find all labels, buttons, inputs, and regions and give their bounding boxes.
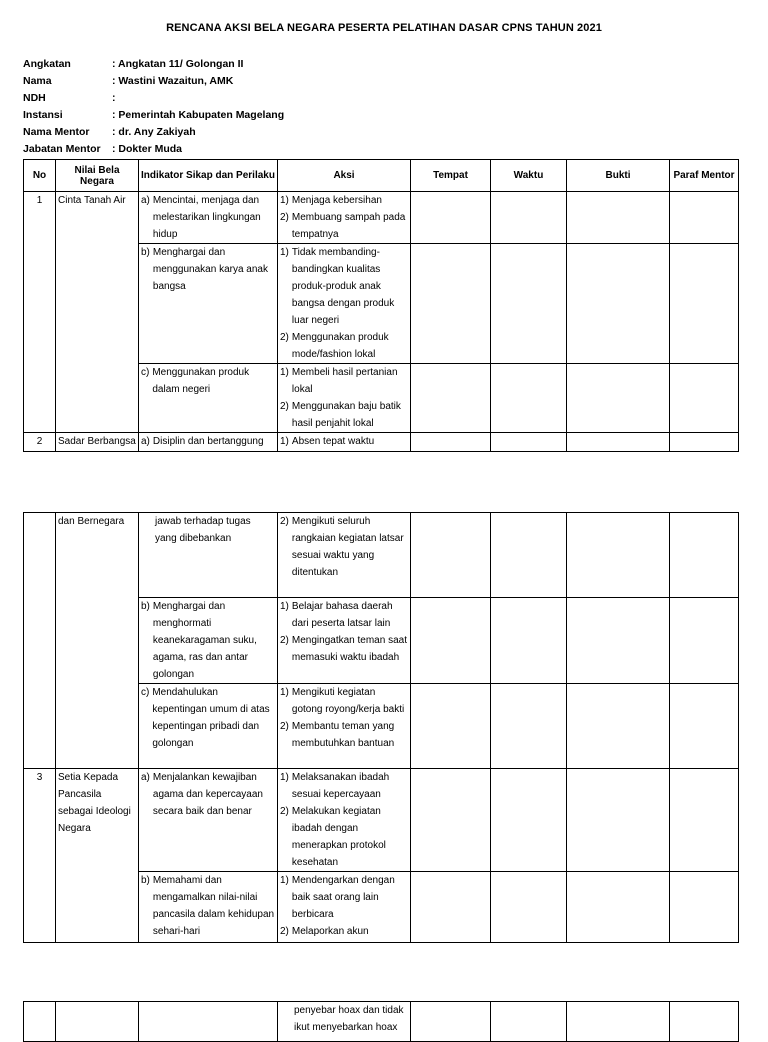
- table-row: [24, 513, 739, 598]
- info-label: NDH: [23, 92, 46, 104]
- list-marker: 1): [280, 687, 289, 698]
- cell-no: 2: [24, 433, 56, 452]
- cell-no: [24, 1002, 56, 1042]
- list-marker: b): [141, 875, 150, 886]
- list-marker: 2): [280, 332, 289, 343]
- document-title: RENCANA AKSI BELA NEGARA PESERTA PELATIHAN DASAR CPNS TAHUN 2021: [166, 22, 602, 34]
- list-text: Disiplin dan bertanggung: [152, 436, 264, 447]
- cell-paraf: [670, 244, 739, 364]
- list-text: Menghargai dan menghormati keanekaragaman suku, agama, ras dan antar golongan: [152, 601, 257, 680]
- info-value: : dr. Any Zakiyah: [112, 126, 196, 138]
- list-text: Melakukan kegiatan ibadah dengan menerapkan protokol kesehatan: [291, 806, 386, 868]
- info-value: : Angkatan 11/ Golongan II: [112, 58, 244, 70]
- action-plan-table-page-1: [23, 159, 739, 452]
- list-text: Menjalankan kewajiban agama dan kepercayaan secara baik dan benar: [152, 772, 263, 817]
- cell-bukti: [567, 192, 670, 244]
- cell-nilai: Sadar Berbangsa: [56, 433, 139, 452]
- info-row-nama-mentor: [23, 124, 284, 141]
- list-marker: 1): [280, 367, 289, 378]
- cell-waktu: [491, 244, 567, 364]
- list-marker: 2): [280, 516, 289, 527]
- cell-tempat: [411, 684, 491, 769]
- info-label: Nama: [23, 75, 52, 87]
- cell-tempat: [411, 433, 491, 452]
- cell-aksi: [278, 433, 411, 452]
- cell-bukti: [567, 1002, 670, 1042]
- cell-indikator: [139, 598, 278, 684]
- cell-bukti: [567, 872, 670, 943]
- cell-aksi: [278, 1002, 411, 1042]
- cell-indikator: [139, 513, 278, 598]
- cell-bukti: [567, 244, 670, 364]
- info-row-instansi: [23, 107, 284, 124]
- cell-waktu: [491, 684, 567, 769]
- list-marker: b): [141, 601, 150, 612]
- info-row-jabatan-mentor: [23, 141, 284, 158]
- cell-paraf: [670, 433, 739, 452]
- cell-paraf: [670, 1002, 739, 1042]
- cell-waktu: [491, 364, 567, 433]
- table-row: [24, 433, 739, 452]
- list-marker: b): [141, 247, 150, 258]
- cell-aksi: [278, 769, 411, 872]
- cell-paraf: [670, 364, 739, 433]
- cell-aksi: [278, 513, 411, 598]
- cell-indikator: [139, 433, 278, 452]
- cell-indikator: [139, 872, 278, 943]
- list-text: penyebar hoax dan tidak ikut menyebarkan hoax: [294, 1005, 404, 1033]
- list-marker: 2): [280, 212, 289, 223]
- cell-waktu: [491, 769, 567, 872]
- list-marker: 1): [280, 247, 289, 258]
- list-marker: 2): [280, 806, 289, 817]
- cell-aksi: [278, 598, 411, 684]
- participant-info: [23, 56, 284, 158]
- cell-paraf: [670, 192, 739, 244]
- list-text: Mengingatkan teman saat memasuki waktu ibadah: [291, 635, 407, 663]
- header-waktu: Waktu: [491, 160, 567, 192]
- list-marker: a): [141, 436, 150, 447]
- list-text: Menggunakan produk dalam negeri: [152, 367, 250, 395]
- list-text: Membeli hasil pertanian lokal: [291, 367, 398, 395]
- cell-no: [24, 513, 56, 769]
- header-bukti: Bukti: [567, 160, 670, 192]
- cell-tempat: [411, 1002, 491, 1042]
- header-no: No: [24, 160, 56, 192]
- list-text: Tidak membanding-bandingkan kualitas produk-produk anak bangsa dengan produk luar negeri: [291, 247, 395, 326]
- info-label: Instansi: [23, 109, 63, 121]
- table-header-row: [24, 160, 739, 192]
- cell-indikator: [139, 684, 278, 769]
- list-text: Memahami dan mengamalkan nilai-nilai pancasila dalam kehidupan sehari-hari: [152, 875, 275, 937]
- info-value: : Dokter Muda: [112, 143, 183, 155]
- info-row-angkatan: [23, 56, 284, 73]
- cell-tempat: [411, 769, 491, 872]
- list-marker: a): [141, 195, 150, 206]
- list-text: Membantu teman yang membutuhkan bantuan: [291, 721, 395, 749]
- cell-indikator: [139, 244, 278, 364]
- table-row: [24, 769, 739, 872]
- list-text: Menggunakan produk mode/fashion lokal: [291, 332, 389, 360]
- cell-paraf: [670, 684, 739, 769]
- list-marker: c): [141, 687, 150, 698]
- list-marker: 2): [280, 401, 289, 412]
- cell-bukti: [567, 769, 670, 872]
- list-text: Melaksanakan ibadah sesuai kepercayaan: [291, 772, 390, 800]
- table-row: [24, 1002, 739, 1042]
- list-text: Belajar bahasa daerah dari peserta latsar lain: [291, 601, 393, 629]
- cell-bukti: [567, 513, 670, 598]
- info-label: Jabatan Mentor: [23, 143, 101, 155]
- list-text: Mencintai, menjaga dan melestarikan lingkungan hidup: [152, 195, 261, 240]
- list-text: Menjaga kebersihan: [291, 195, 382, 206]
- cell-indikator: [139, 192, 278, 244]
- header-nilai: Nilai Bela Negara: [56, 160, 139, 192]
- cell-nilai: dan Bernegara: [56, 513, 139, 769]
- cell-nilai: Cinta Tanah Air: [56, 192, 139, 433]
- cell-bukti: [567, 433, 670, 452]
- cell-paraf: [670, 513, 739, 598]
- cell-tempat: [411, 513, 491, 598]
- action-plan-table-page-2: [23, 512, 739, 943]
- cell-no: 1: [24, 192, 56, 433]
- cell-aksi: [278, 192, 411, 244]
- list-marker: 1): [280, 601, 289, 612]
- cell-indikator: [139, 769, 278, 872]
- list-text: Absen tepat waktu: [291, 436, 375, 447]
- info-row-nama: [23, 73, 284, 90]
- cell-no: 3: [24, 769, 56, 943]
- info-label: Nama Mentor: [23, 126, 90, 138]
- table-row: [24, 192, 739, 244]
- list-marker: 1): [280, 772, 289, 783]
- cell-paraf: [670, 872, 739, 943]
- cell-aksi: [278, 684, 411, 769]
- cell-waktu: [491, 513, 567, 598]
- list-text: jawab terhadap tugas yang dibebankan: [155, 516, 251, 544]
- header-indikator: Indikator Sikap dan Perilaku: [139, 160, 278, 192]
- header-paraf: Paraf Mentor: [670, 160, 739, 192]
- cell-tempat: [411, 598, 491, 684]
- cell-bukti: [567, 598, 670, 684]
- header-aksi: Aksi: [278, 160, 411, 192]
- info-value: : Pemerintah Kabupaten Magelang: [112, 109, 285, 121]
- list-marker: a): [141, 772, 150, 783]
- cell-indikator: [139, 1002, 278, 1042]
- cell-waktu: [491, 598, 567, 684]
- cell-bukti: [567, 684, 670, 769]
- info-value: :: [112, 92, 116, 104]
- list-marker: 2): [280, 926, 289, 937]
- list-text: Membuang sampah pada tempatnya: [291, 212, 406, 240]
- cell-tempat: [411, 872, 491, 943]
- cell-tempat: [411, 244, 491, 364]
- cell-aksi: [278, 872, 411, 943]
- info-label: Angkatan: [23, 58, 71, 70]
- cell-indikator: [139, 364, 278, 433]
- cell-aksi: [278, 244, 411, 364]
- list-text: Mendengarkan dengan baik saat orang lain berbicara: [291, 875, 395, 920]
- info-value: : Wastini Wazaitun, AMK: [112, 75, 234, 87]
- cell-tempat: [411, 364, 491, 433]
- list-marker: c): [141, 367, 150, 378]
- list-text: Menggunakan baju batik hasil penjahit lokal: [291, 401, 401, 429]
- cell-paraf: [670, 769, 739, 872]
- list-text: Menghargai dan menggunakan karya anak bangsa: [152, 247, 268, 292]
- cell-paraf: [670, 598, 739, 684]
- list-text: Mengikuti kegiatan gotong royong/kerja bakti: [291, 687, 405, 715]
- cell-nilai: [56, 1002, 139, 1042]
- list-marker: 1): [280, 875, 289, 886]
- cell-aksi: [278, 364, 411, 433]
- list-marker: 1): [280, 436, 289, 447]
- list-text: Mendahulukan kepentingan umum di atas kepentingan pribadi dan golongan: [152, 687, 270, 749]
- cell-bukti: [567, 364, 670, 433]
- cell-nilai: Setia Kepada Pancasila sebagai Ideologi Negara: [56, 769, 139, 943]
- cell-tempat: [411, 192, 491, 244]
- info-row-ndh: [23, 90, 284, 107]
- cell-waktu: [491, 433, 567, 452]
- action-plan-table-page-3: [23, 1001, 739, 1042]
- list-text: Melaporkan akun: [291, 926, 369, 937]
- list-marker: 1): [280, 195, 289, 206]
- header-tempat: Tempat: [411, 160, 491, 192]
- list-marker: 2): [280, 721, 289, 732]
- list-marker: 2): [280, 635, 289, 646]
- list-text: Mengikuti seluruh rangkaian kegiatan latsar sesuai waktu yang ditentukan: [291, 516, 404, 578]
- cell-waktu: [491, 192, 567, 244]
- cell-waktu: [491, 1002, 567, 1042]
- cell-waktu: [491, 872, 567, 943]
